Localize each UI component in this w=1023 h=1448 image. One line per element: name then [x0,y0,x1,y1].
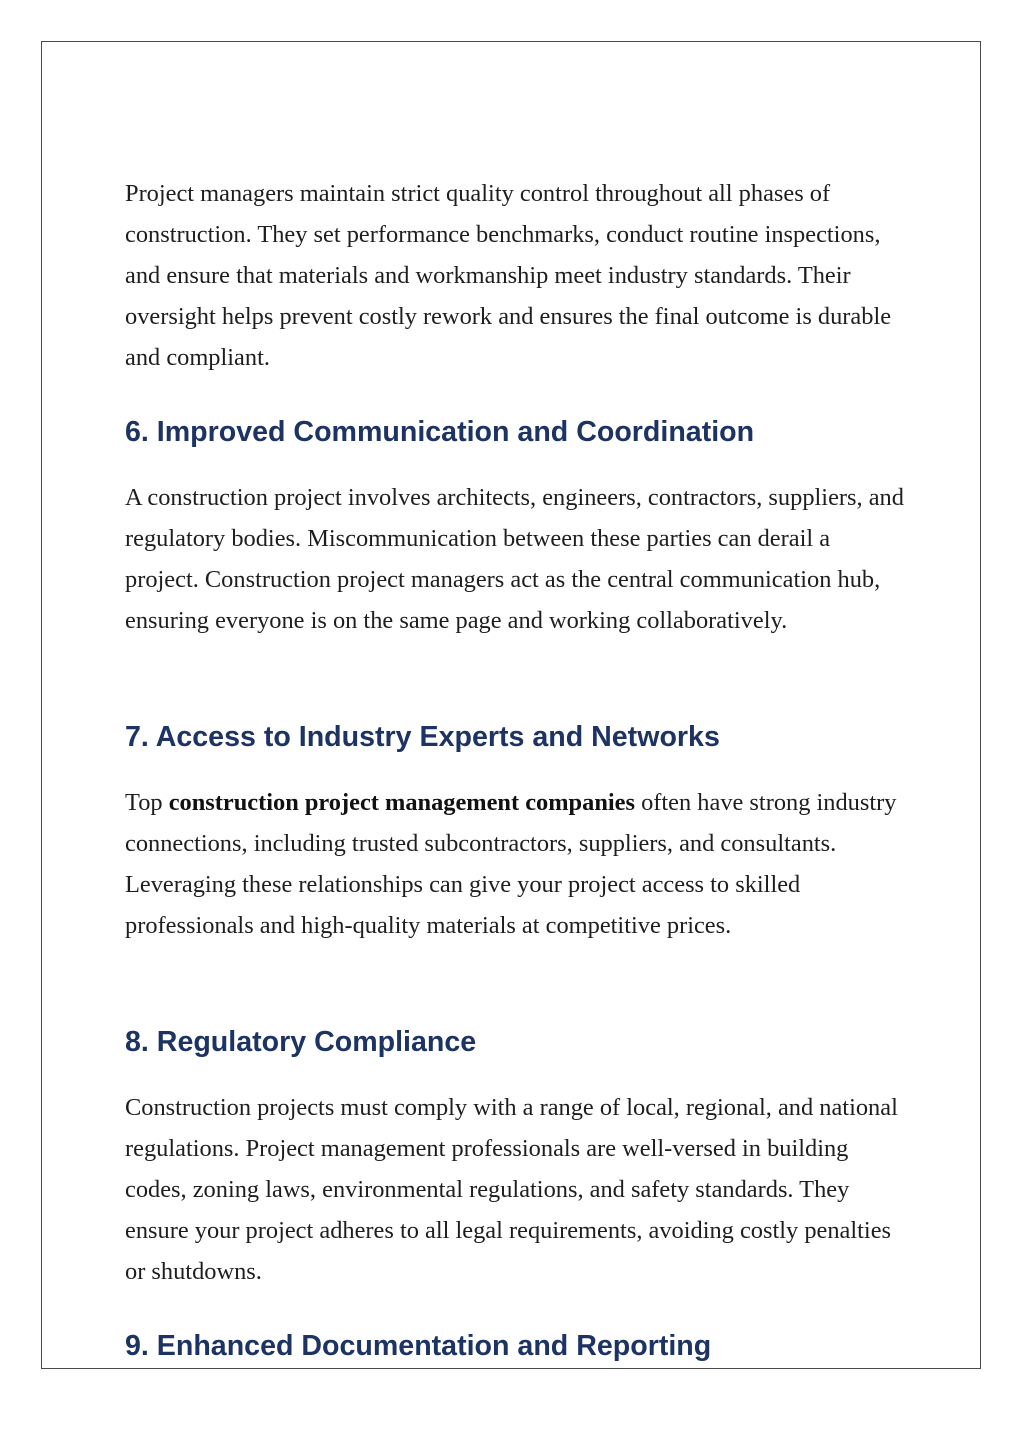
paragraph-regulatory-compliance: Construction projects must comply with a range of local, regional, and national regulations. Project management professionals are well-versed in building codes, zoning laws, environmental regulations, and safety standards. They ensure your project adheres to all legal requirements, avoiding costly penalties or shutdowns. [125,1094,898,1285]
heading-improved-communication: 6. Improved Communication and Coordination [125,416,755,448]
page-frame [41,41,981,1369]
paragraph-quality-control: Project managers maintain strict quality control throughout all phases of construction. They set performance benchmarks, conduct routine inspections, and ensure that materials and workmanship meet industry standards. Their oversight helps prevent costly rework and ensures the final outcome is durable and compliant. [125,180,892,371]
paragraph-industry-experts [125,782,905,946]
heading-regulatory-compliance: 8. Regulatory Compliance [125,1026,477,1058]
bold-keyword: construction project management companies [168,789,635,816]
paragraph-suffix: often have strong industry connections, including trusted subcontractors, suppliers, and consultants. Leveraging these relationships can give your project access to skilled professionals and high-quality materials at competitive prices. [125,789,897,939]
heading-industry-experts: 7. Access to Industry Experts and Networks [125,721,720,753]
paragraph-prefix: Top [125,789,169,816]
paragraph-communication: A construction project involves architects, engineers, contractors, suppliers, and regulatory bodies. Miscommunication between these parties can derail a project. Construction project managers act as the central communication hub, ensuring everyone is on the same page and working collaboratively. [125,484,904,634]
heading-documentation-reporting: 9. Enhanced Documentation and Reporting [125,1330,712,1362]
